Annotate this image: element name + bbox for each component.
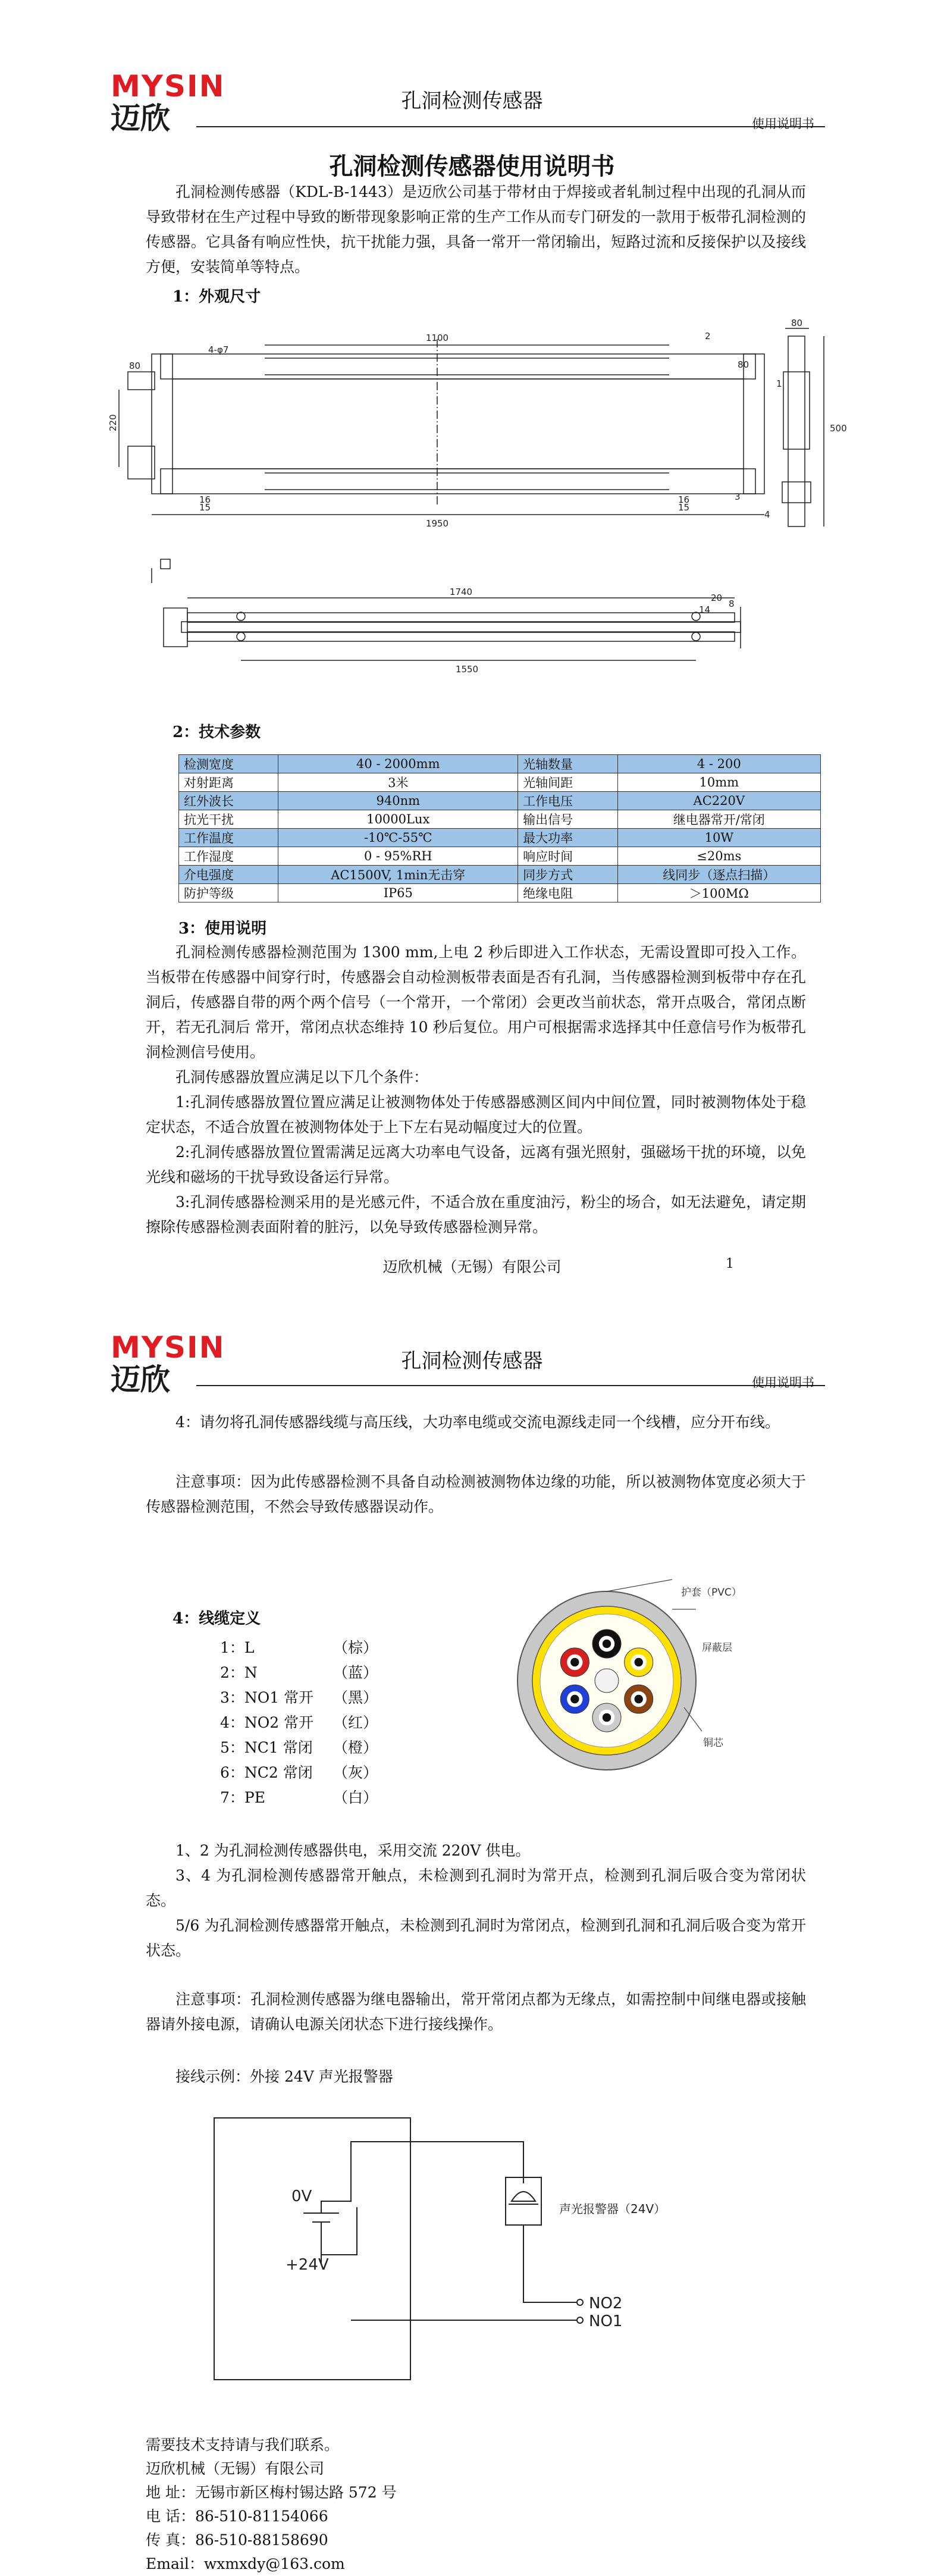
dim-1550: 1550 <box>455 664 479 675</box>
spec-label: 对射距离 <box>179 773 278 792</box>
spec-label: 防护等级 <box>179 884 278 902</box>
page2-intro-1: 4：请勿将孔洞传感器线缆与高压线，大功率电缆或交流电源线走同一个线槽，应分开布线。 <box>175 1414 780 1431</box>
label-shield: 屏蔽层 <box>702 1642 732 1654</box>
cable-pin: 7：PE <box>220 1789 265 1806</box>
spec-label: 工作湿度 <box>179 847 278 866</box>
spec-value: 10W <box>617 829 820 847</box>
logo-en: MYSIN <box>111 1330 225 1365</box>
cable-pin: 4：NO2 常开 <box>220 1714 314 1731</box>
label-0v: 0V <box>291 2188 312 2205</box>
spec-value: -10℃-55℃ <box>278 829 518 847</box>
cable-pin-row <box>220 1661 378 1682</box>
spec-label: 输出信号 <box>518 810 617 829</box>
cable-pin: 3：NO1 常开 <box>220 1689 314 1706</box>
spec-value: IP65 <box>278 884 518 902</box>
spec-value: 继电器常开/常闭 <box>617 810 820 829</box>
page-2 <box>0 1279 944 2572</box>
spec-label: 同步方式 <box>518 866 617 884</box>
spec-label: 最大功率 <box>518 829 617 847</box>
dim-4-phi7: 4-φ7 <box>208 344 229 355</box>
logo-cn: 迈欣 <box>111 101 170 136</box>
contact-line-company: 迈欣机械（无锡）有限公司 <box>146 2460 325 2477</box>
cable-pin-row <box>220 1636 378 1657</box>
spec-value: 0 - 95%RH <box>278 847 518 866</box>
cable-wire-core <box>570 1658 579 1666</box>
spec-value: 40 - 2000mm <box>278 755 518 773</box>
contact-line-support: 需要技术支持请与我们联系。 <box>146 2436 340 2453</box>
callout-1: 1 <box>776 378 782 389</box>
footer-company: 迈欣机械（无锡）有限公司 <box>382 1258 562 1276</box>
dim-1950: 1950 <box>425 518 449 529</box>
spec-row <box>179 755 821 773</box>
spec-row <box>179 884 821 902</box>
spec-value: 10mm <box>617 773 820 792</box>
dim-500: 500 <box>830 423 847 434</box>
cable-color: （白） <box>333 1789 378 1806</box>
cable-pin-row <box>220 1686 378 1707</box>
note-3: 5/6 为孔洞检测传感器常开触点，未检测到孔洞时为常闭点，检测到孔洞和孔洞后吸合变为常开状态。 <box>146 1917 806 1959</box>
dim-80-c: 80 <box>791 318 803 328</box>
intro-paragraph: 孔洞检测传感器（KDL-B-1443）是迈欣公司基于带材由于焊接或者轧制过程中出现的孔洞从而导致带材在生产过程中导致的断带现象影响正常的生产工作从而专门研发的一款用于板带孔洞检测的传感器。它具备有响应性快，抗干扰能力强，具备一常开一常闭输出，短路过流和反接保护以及接线方便，安装简单等特点。 <box>146 183 806 275</box>
header-divider <box>196 126 825 127</box>
page-number: 1 <box>726 1256 734 1271</box>
section-dimensions: 1：外观尺寸 <box>173 288 261 306</box>
spec-label: 响应时间 <box>518 847 617 866</box>
spec-label: 检测宽度 <box>179 755 278 773</box>
header-divider <box>196 1385 825 1386</box>
section-specs: 2：技术参数 <box>173 723 261 741</box>
cable-color: （橙） <box>333 1739 378 1756</box>
dim-80-a: 80 <box>129 361 141 371</box>
header-tag: 使用说明书 <box>752 1375 814 1390</box>
sensor-box <box>214 2118 410 2380</box>
spec-row <box>179 847 821 866</box>
dim-1740: 1740 <box>449 587 473 597</box>
spec-label: 介电强度 <box>179 866 278 884</box>
usage-paragraph-4: 2:孔洞传感器放置位置需满足远离大功率电气设备，远离有强光照射，强磁场干扰的环境，以免光线和磁场的干扰导致设备运行异常。 <box>146 1143 806 1186</box>
cable-color: （棕） <box>333 1639 378 1656</box>
label-sheath: 护套（PVC） <box>681 1587 742 1599</box>
spec-row <box>179 866 821 884</box>
dim-1100: 1100 <box>425 333 449 343</box>
note-1: 1、2 为孔洞检测传感器供电，采用交流 220V 供电。 <box>175 1842 531 1859</box>
label-core: 铜芯 <box>703 1737 723 1749</box>
section-cable: 4：线缆定义 <box>173 1610 261 1628</box>
cable-wire-core <box>634 1695 642 1703</box>
spec-label: 红外波长 <box>179 792 278 810</box>
dim-14: 14 <box>699 604 711 615</box>
contact-line-phone: 电 话：86-510-81154066 <box>146 2508 328 2525</box>
cable-wire-core <box>603 1713 611 1722</box>
usage-paragraph-5: 3:孔洞传感器检测采用的是光感元件，不适合放在重度油污，粉尘的场合，如无法避免，请定期擦除传感器检测表面附着的脏污，以免导致传感器检测异常。 <box>146 1193 806 1236</box>
contact-block <box>146 2433 397 2576</box>
dim-16-a: 16 <box>199 494 211 505</box>
header-title: 孔洞检测传感器 <box>401 89 543 113</box>
wiring-example-title: 接线示例：外接 24V 声光报警器 <box>175 2068 393 2085</box>
spec-row <box>179 792 821 810</box>
cable-center-wire <box>595 1669 619 1693</box>
dim-20: 20 <box>711 593 723 603</box>
callout-4: 4 <box>764 509 770 520</box>
caution-text: 注意事项：孔洞检测传感器为继电器输出，常开常闭点都为无缘点，如需控制中间继电器或接触器请外接电源，请确认电源关闭状态下进行接线操作。 <box>146 1991 806 2033</box>
page-1 <box>0 0 944 1279</box>
cable-color: （黑） <box>333 1689 378 1706</box>
spec-value: AC1500V, 1min无击穿 <box>278 866 518 884</box>
label-no1: NO1 <box>589 2312 623 2330</box>
spec-value: 4 - 200 <box>617 755 820 773</box>
wiring-diagram <box>202 2112 785 2392</box>
cable-pin: 5：NC1 常闭 <box>220 1739 313 1756</box>
header-tag: 使用说明书 <box>752 117 814 131</box>
cable-color: （蓝） <box>333 1664 378 1681</box>
logo-cn: 迈欣 <box>111 1362 170 1397</box>
cable-pin: 1：L <box>220 1639 255 1656</box>
spec-table <box>178 754 821 902</box>
dim-16-b: 16 <box>678 494 690 505</box>
usage-paragraph-2: 孔洞传感器放置应满足以下几个条件： <box>175 1068 429 1086</box>
cable-pin-row <box>220 1711 378 1732</box>
cable-pin-row <box>220 1736 378 1757</box>
dim-15-a: 15 <box>199 502 211 513</box>
spec-value: ≤20ms <box>617 847 820 866</box>
cable-pin-row <box>220 1786 378 1807</box>
label-no2: NO2 <box>589 2295 623 2312</box>
spec-value: 940nm <box>278 792 518 810</box>
dim-80-b: 80 <box>738 359 749 370</box>
spec-label: 光轴数量 <box>518 755 617 773</box>
dim-220: 220 <box>108 414 118 431</box>
section-usage: 3：使用说明 <box>178 920 267 938</box>
spec-label: 工作温度 <box>179 829 278 847</box>
page2-intro-2: 注意事项：因为此传感器检测不具备自动检测被测物体边缘的功能，所以被测物体宽度必须大于传感器检测范围，不然会导致传感器误动作。 <box>146 1473 806 1515</box>
contact-line-email: Email：wxmxdy@163.com <box>146 2555 345 2572</box>
cable-cross-section <box>512 1582 845 1779</box>
dim-8: 8 <box>729 598 735 609</box>
spec-label: 抗光干扰 <box>179 810 278 829</box>
spec-label: 绝缘电阻 <box>518 884 617 902</box>
cable-color: （灰） <box>333 1764 378 1781</box>
dimension-drawing <box>108 318 847 702</box>
spec-row <box>179 829 821 847</box>
contact-line-address: 地 址：无锡市新区梅村锡达路 572 号 <box>146 2484 397 2501</box>
cable-color: （红） <box>333 1714 378 1731</box>
spec-value: AC220V <box>617 792 820 810</box>
note-2: 3、4 为孔洞检测传感器常开触点，未检测到孔洞时为常开点，检测到孔洞后吸合变为常闭状态。 <box>146 1867 806 1909</box>
cable-pin-row <box>220 1761 378 1782</box>
label-24v: +24V <box>286 2256 329 2274</box>
spec-label: 光轴间距 <box>518 773 617 792</box>
frame-right-post <box>744 354 764 494</box>
spec-row <box>179 810 821 829</box>
header-title: 孔洞检测传感器 <box>401 1349 543 1373</box>
cable-wire-core <box>570 1695 579 1703</box>
callout-2: 2 <box>705 331 711 341</box>
logo-en: MYSIN <box>111 69 225 104</box>
spec-value: ＞100MΩ <box>617 884 820 902</box>
dim-15-b: 15 <box>678 502 690 513</box>
spec-label: 工作电压 <box>518 792 617 810</box>
usage-paragraph-3: 1:孔洞传感器放置位置应满足让被测物体处于传感器感测区间内中间位置，同时被测物体处于稳定状态，不适合放置在被测物体处于上下左右晃动幅度过大的位置。 <box>146 1093 806 1136</box>
cable-wire-core <box>603 1640 611 1648</box>
usage-paragraph-1: 孔洞检测传感器检测范围为 1300 mm,上电 2 秒后即进入工作状态，无需设置即可投入工作。当板带在传感器中间穿行时，传感器会自动检测板带表面是否有孔洞，当传感器检测到板带中存在孔洞后，传感器自带的两个两个信号（一个常开，一个常闭）会更改当前状态，常开点吸合，常闭点断开，若无孔洞后 常开，常闭点状态维持 10 秒后复位。用户可根据需求选择其中任意信号作为板带孔洞检测信号使用。 <box>146 944 806 1061</box>
spec-value: 线同步（逐点扫描） <box>617 866 820 884</box>
cable-wire-core <box>634 1658 642 1666</box>
cable-pin: 6：NC2 常闭 <box>220 1764 313 1781</box>
callout-3: 3 <box>735 491 741 502</box>
spec-row <box>179 773 821 792</box>
contact-line-fax: 传 真：86-510-88158690 <box>146 2531 328 2549</box>
label-alarm: 声光报警器（24V） <box>559 2202 666 2216</box>
doc-title: 孔洞检测传感器使用说明书 <box>329 152 615 180</box>
cable-pin: 2：N <box>220 1664 258 1681</box>
spec-value: 10000Lux <box>278 810 518 829</box>
spec-value: 3米 <box>278 773 518 792</box>
